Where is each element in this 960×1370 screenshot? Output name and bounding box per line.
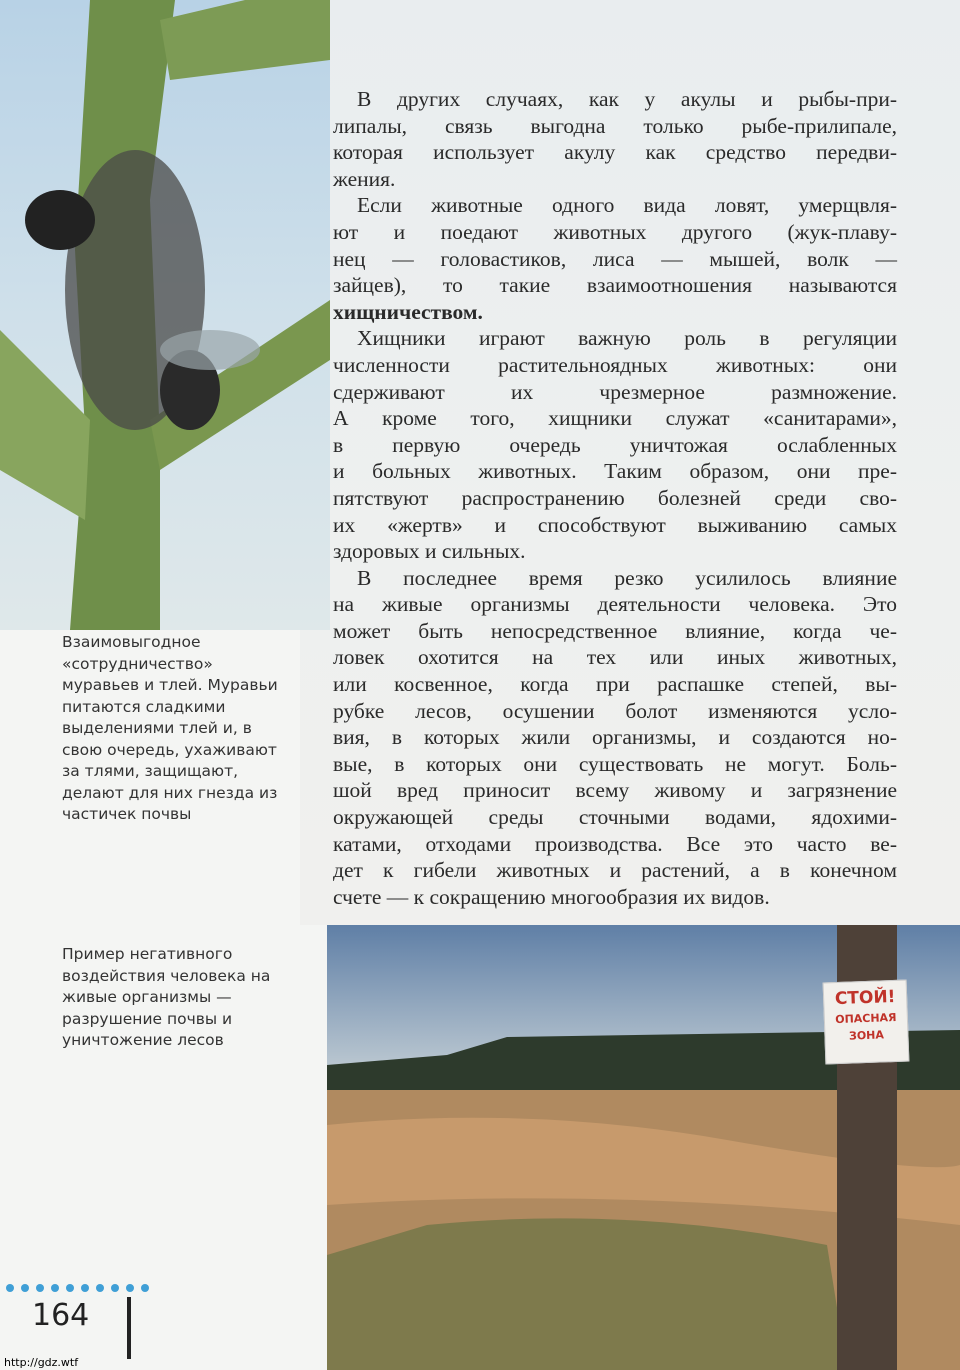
text-line: и больных животных. Таким образом, они пре-	[333, 459, 897, 484]
sign-line-3: ЗОНА	[848, 1028, 885, 1043]
main-text	[333, 86, 897, 910]
page-number: 164	[32, 1298, 90, 1333]
text-line: Если животные одного вида ловят, умерщвля-	[357, 193, 897, 218]
text-line: в первую очередь уничтожая ослабленных	[333, 432, 897, 457]
text-line: которая использует акулу как средство передви-	[333, 140, 897, 165]
text-line: вия, в которых жили организмы, и создаются но-	[333, 725, 897, 750]
text-line: катами, отходами производства. Все это часто ве-	[333, 831, 897, 856]
quarry-photo	[327, 925, 960, 1370]
text-line: ют и поедают животных другого (жук-плаву-	[333, 219, 897, 244]
paragraph	[333, 565, 897, 911]
text-line: вые, в которых они существовать не могут. Боль-	[333, 751, 897, 776]
text-line: жения.	[333, 166, 396, 191]
text-line: может быть непосредственное влияние, когда че-	[333, 618, 897, 643]
watermark: http://gdz.wtf	[4, 1356, 79, 1369]
text-line: сдерживают их чрезмерное размножение.	[333, 379, 897, 404]
plant-stem-illustration	[0, 0, 330, 630]
text-line: хищничеством.	[333, 299, 483, 324]
text-line: Хищники играют важную роль в регуляции	[357, 326, 897, 351]
text-line: численности растительноядных животных: они	[333, 352, 897, 377]
text-line: А кроме того, хищники служат «санитарами»,	[333, 406, 897, 431]
sign-line-2: ОПАСНАЯ	[834, 1010, 897, 1027]
text-line: зайцев), то такие взаимоотношения называются	[333, 273, 897, 298]
warning-sign	[823, 980, 910, 1065]
text-line: или косвенное, когда при распашке степей, вы-	[333, 672, 897, 697]
text-line: липалы, связь выгодна только рыбе-прилипале,	[333, 113, 897, 138]
paragraph	[333, 325, 897, 564]
text-line: окружающей среды сточными водами, ядохими-	[333, 805, 897, 830]
paragraph	[333, 192, 897, 325]
decorative-dots	[6, 1284, 149, 1292]
text-line: нец — головастиков, лиса — мышей, волк —	[333, 246, 897, 271]
text-line: шой вред приносит всему живому и загрязнение	[333, 778, 897, 803]
quarry-caption: Пример негативного воздействия человека на живые организмы — разрушение почвы и уничтожение лесов	[62, 945, 271, 1049]
text-line: пятствуют распространению болезней среди сво-	[333, 485, 897, 510]
page-number-bar	[127, 1297, 131, 1359]
text-line: счете — к сокращению многообразия их видов.	[333, 884, 770, 909]
ants-caption: Взаимовыгодное «сотрудничество» муравьев и тлей. Муравьи питаются сладкими выделениями тлей и, в свою очередь, ухаживают за тлями, защищают, делают для них гнезда из частичек почвы	[62, 633, 278, 823]
sign-line-1: СТОЙ!	[834, 986, 896, 1010]
text-line: их «жертв» и способствуют выживанию самых	[333, 512, 897, 537]
text-line: здоровых и сильных.	[333, 539, 526, 564]
text-line: на живые организмы деятельности человека. Это	[333, 592, 897, 617]
text-line: В других случаях, как у акулы и рыбы-при-	[357, 87, 897, 111]
text-line: дет к гибели животных и растений, а в конечном	[333, 858, 897, 883]
paragraph	[333, 86, 897, 192]
text-line: ловек охотится на тех или иных животных,	[333, 645, 897, 670]
text-line: рубке лесов, осушении болот изменяются усло-	[333, 698, 897, 723]
ants-aphids-photo	[0, 0, 330, 630]
text-line: В последнее время резко усилилось влияние	[357, 565, 897, 590]
